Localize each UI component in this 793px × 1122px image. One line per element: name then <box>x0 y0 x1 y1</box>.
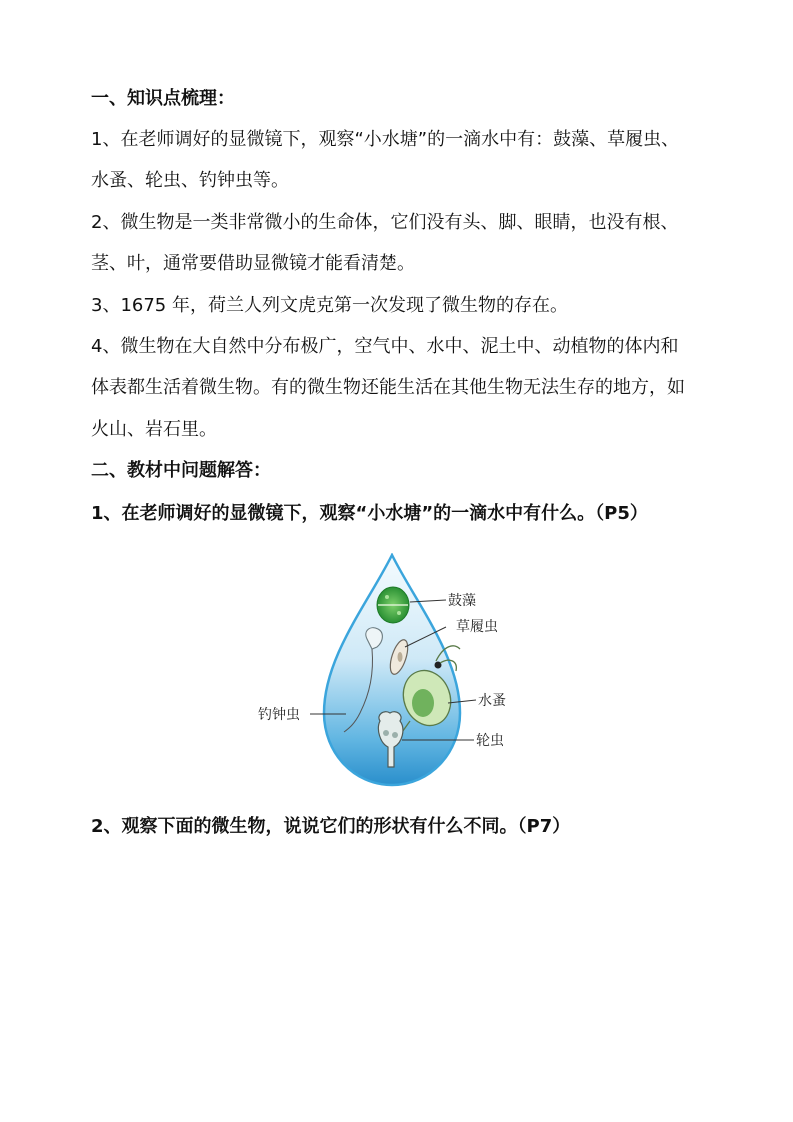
question-2: 2、观察下面的微生物，说说它们的形状有什么不同。（P7） <box>91 816 571 837</box>
water-drop-figure <box>250 553 535 788</box>
item4-line2: 体表都生活着微生物。有的微生物还能生活在其他生物无法生存的地方，如 <box>91 377 685 398</box>
section1-heading: 一、知识点梳理： <box>91 88 235 109</box>
item1-line1: 1、在老师调好的显微镜下，观察“小水塘”的一滴水中有：鼓藻、草履虫、 <box>91 129 680 150</box>
label-diao-zhong-chong: 钓钟虫 <box>258 707 300 723</box>
label-shui-zao: 水蚤 <box>478 693 506 709</box>
item3-line1: 3、1675 年，荷兰人列文虎克第一次发现了微生物的存在。 <box>91 295 568 316</box>
question-1: 1、在老师调好的显微镜下，观察“小水塘”的一滴水中有什么。（P5） <box>91 503 648 524</box>
label-cao-lv-chong: 草履虫 <box>456 619 498 635</box>
water-drop-illustration <box>250 553 535 788</box>
item1-line2: 水蚤、轮虫、钓钟虫等。 <box>91 170 289 191</box>
item2-line1: 2、微生物是一类非常微小的生命体，它们没有头、脚、眼睛，也没有根、 <box>91 212 679 233</box>
item4-line1: 4、微生物在大自然中分布极广，空气中、水中、泥土中、动植物的体内和 <box>91 336 679 357</box>
gu-zao-organism <box>377 587 409 623</box>
item4-line3: 火山、岩石里。 <box>91 419 217 440</box>
item2-line2: 茎、叶，通常要借助显微镜才能看清楚。 <box>91 253 415 274</box>
label-gu-zao: 鼓藻 <box>448 593 476 609</box>
label-lun-chong: 轮虫 <box>476 733 504 749</box>
section2-heading: 二、教材中问题解答： <box>91 460 271 481</box>
